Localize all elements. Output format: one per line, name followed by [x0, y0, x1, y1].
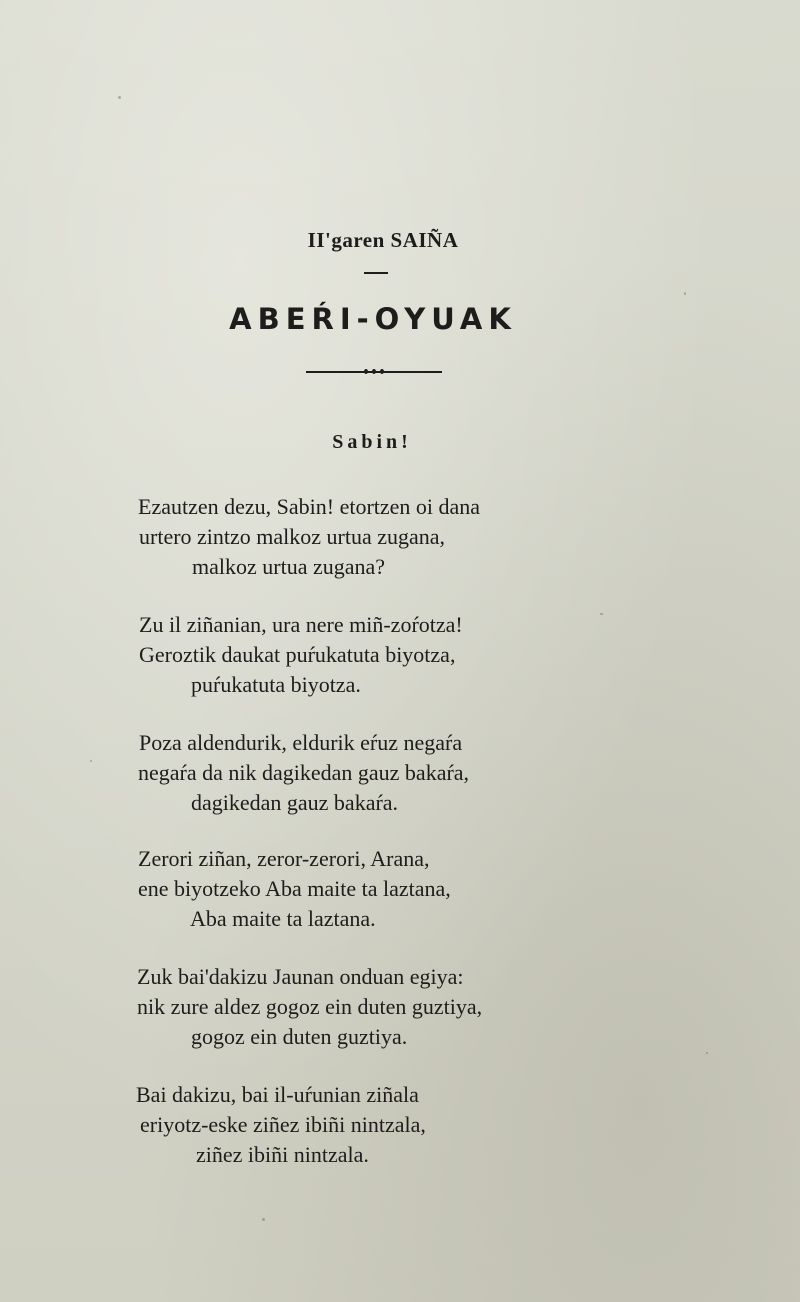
verse-line: ene biyotzeko Aba maite ta laztana, [138, 876, 451, 901]
verse-line-refrain: Aba maite ta laztana. [190, 906, 376, 931]
verse-line: Geroztik daukat puŕukatuta biyotza, [139, 642, 456, 667]
verse-line: nik zure aldez gogoz ein duten guztiya, [137, 994, 483, 1019]
verse-line: Ezautzen dezu, Sabin! etortzen oi dana [138, 494, 481, 519]
paper-speck [600, 613, 603, 615]
paper-speck [706, 1052, 708, 1054]
paper-speck [684, 292, 686, 295]
verse-line: Bai dakizu, bai il-uŕunian ziñala [136, 1082, 419, 1107]
title-dash-divider [364, 272, 388, 274]
paper-speck [118, 96, 121, 99]
verse-line: eriyotz-eske ziñez ibiñi nintzala, [140, 1112, 426, 1137]
section-label: II'garen SAIÑA [307, 228, 459, 252]
verse-line-refrain: gogoz ein duten guztiya. [191, 1024, 408, 1049]
verse-line: negaŕa da nik dagikedan gauz bakaŕa, [138, 760, 470, 785]
ornamental-rule [306, 370, 442, 374]
verse-line-refrain: dagikedan gauz bakaŕa. [191, 790, 399, 815]
verse-line: urtero zintzo malkoz urtua zugana, [139, 524, 446, 549]
main-title: ABEŔI-OYUAK [229, 302, 517, 336]
verse-line: Zu il ziñanian, ura nere miñ-zoŕotza! [139, 612, 463, 637]
verse-line: Zuk bai'dakizu Jaunan onduan egiya: [137, 964, 464, 989]
verse-line-refrain: malkoz urtua zugana? [192, 554, 386, 579]
verse-line-refrain: ziñez ibiñi nintzala. [196, 1142, 369, 1167]
paper-speck [262, 1218, 265, 1221]
verse-line: Zerori ziñan, zeror-zerori, Arana, [138, 846, 430, 871]
verse-line-refrain: puŕukatuta biyotza. [191, 672, 361, 697]
poem-title: Sabin! [332, 431, 412, 453]
verse-line: Poza aldendurik, eldurik eŕuz negaŕa [139, 730, 463, 755]
paper-speck [90, 760, 92, 762]
